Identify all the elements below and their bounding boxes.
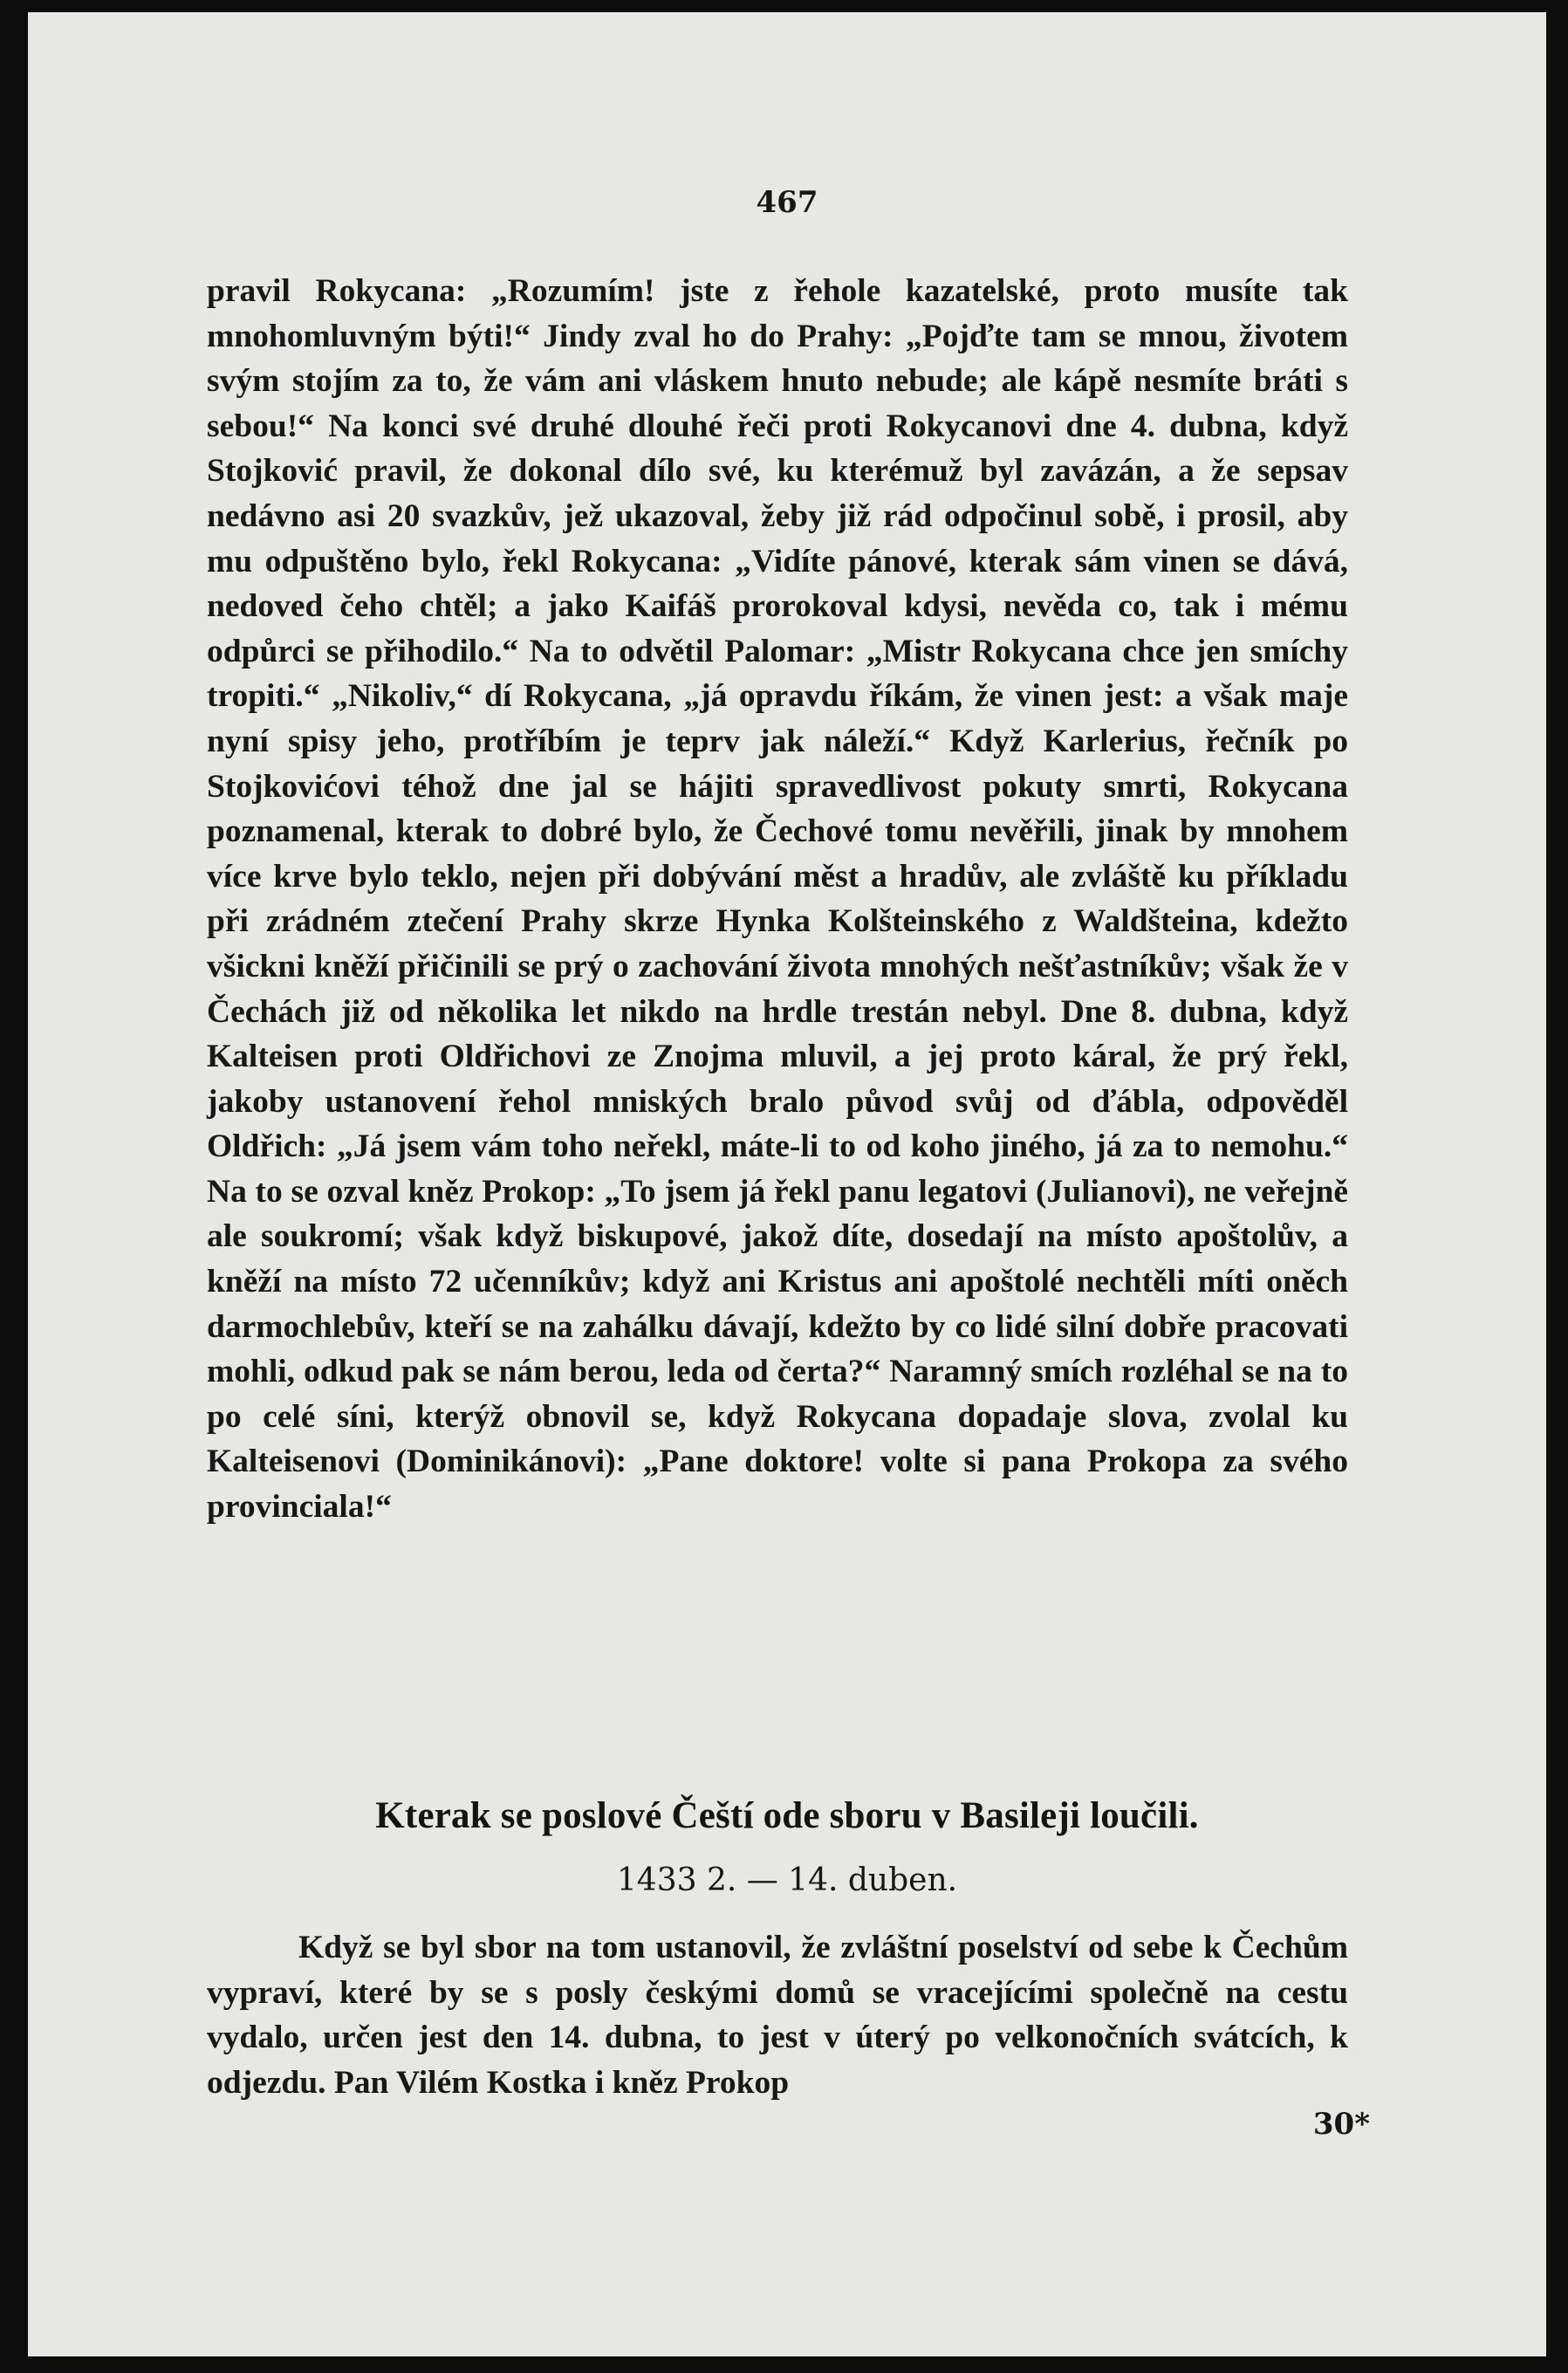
body-paragraph: pravil Rokycana: „Rozumím! jste z řehole kazatelské, proto musíte tak mnohomluvným býti!“ Jindy zval ho do Prahy: „Pojďte tam se mnou, životem svým stojím za to, že vám ani vláskem hnuto nebude; ale kápě nesmíte bráti s sebou!“ Na konci své druhé dlouhé řeči proti Rokycanovi dne 4. dubna, když Stojković pravil, že dokonal dílo své, ku kterémuž byl zavázán, a že sepsav nedávno asi 20 svazkův, jež ukazoval, žeby již rád odpočinul sobě, i prosil, aby mu odpuštěno bylo, řekl Rokycana: „Vidíte pánové, kterak sám vinen se dává, nedoved čeho chtěl; a jako Kaifáš prorokoval kdysi, nevěda co, tak i mému odpůrci se přihodilo.“ Na to odvětil Palomar: „Mistr Rokycana chce jen smíchy tropiti.“ „Nikoliv,“ dí Rokycana, „já opravdu říkám, že vinen jest: a však maje nyní spisy jeho, protříbím je teprv jak náleží.“ Když Karlerius, řečník po Stojkovićovi téhož dne jal se hájiti spravedlivost pokuty smrti, Rokycana poznamenal, kterak to dobré bylo, že Čechové tomu nevěřili, jinak by mnohem více krve bylo teklo, nejen při dobývání měst a hradův, ale zvláště ku příkladu při zrádném ztečení Prahy skrze Hynka Kolšteinského z Waldšteina, kdežto všickni kněží přičinili se prý o zachování života mnohých nešťastníkův; však že v Čechách již od několika let nikdo na hrdle trestán nebyl. Dne 8. dubna, když Kalteisen proti Oldřichovi ze Znojma mluvil, a jej proto káral, že prý řekl, jakoby ustanovení řehol mniských bralo původ svůj od ďábla, odpověděl Oldřich: „Já jsem vám toho neřekl, máte-li to od koho jiného, já za to nemohu.“ Na to se ozval kněz Prokop: „To jsem já řekl panu legatovi (Julianovi), ne veřejně ale soukromí; však když biskupové, jakož díte, dosedají na místo apoštolův, a kněží na místo 72 učenníkův; když ani Kristus ani apoštolé nechtěli míti oněch darmochlebův, kteří se na zahálku dávají, kdežto by co lidé silní dobře pracovati mohli, odkud pak se nám berou, leda od čerta?“ Naramný smích rozléhal se na to po celé síni, kterýž obnovil se, když Rokycana dopadaje slova, zvolal ku Kalteisenovi (Dominikánovi): „Pane doktore! volte si pana Prokopa za svého provinciala!“ (207, 273, 1348, 1526)
section-date: 1433 2. — 14. duben. (616, 1862, 958, 1898)
signature-mark: 30* (1312, 2107, 1370, 2142)
book-page (28, 12, 1546, 2356)
page-number: 467 (756, 185, 818, 220)
section-paragraph: Když se byl sbor na tom ustanovil, že zvláštní poselství od sebe k Čechům vypraví, které by se s posly českými domů se vracejícími společně na cestu vydalo, určen jest den 14. dubna, to jest v úterý po velkonočních svátcích, k odjezdu. Pan Vilém Kostka i kněz Prokop (207, 1930, 1348, 2101)
section-heading: Kterak se poslové Čeští ode sboru v Basileji loučili. (375, 1795, 1199, 1836)
